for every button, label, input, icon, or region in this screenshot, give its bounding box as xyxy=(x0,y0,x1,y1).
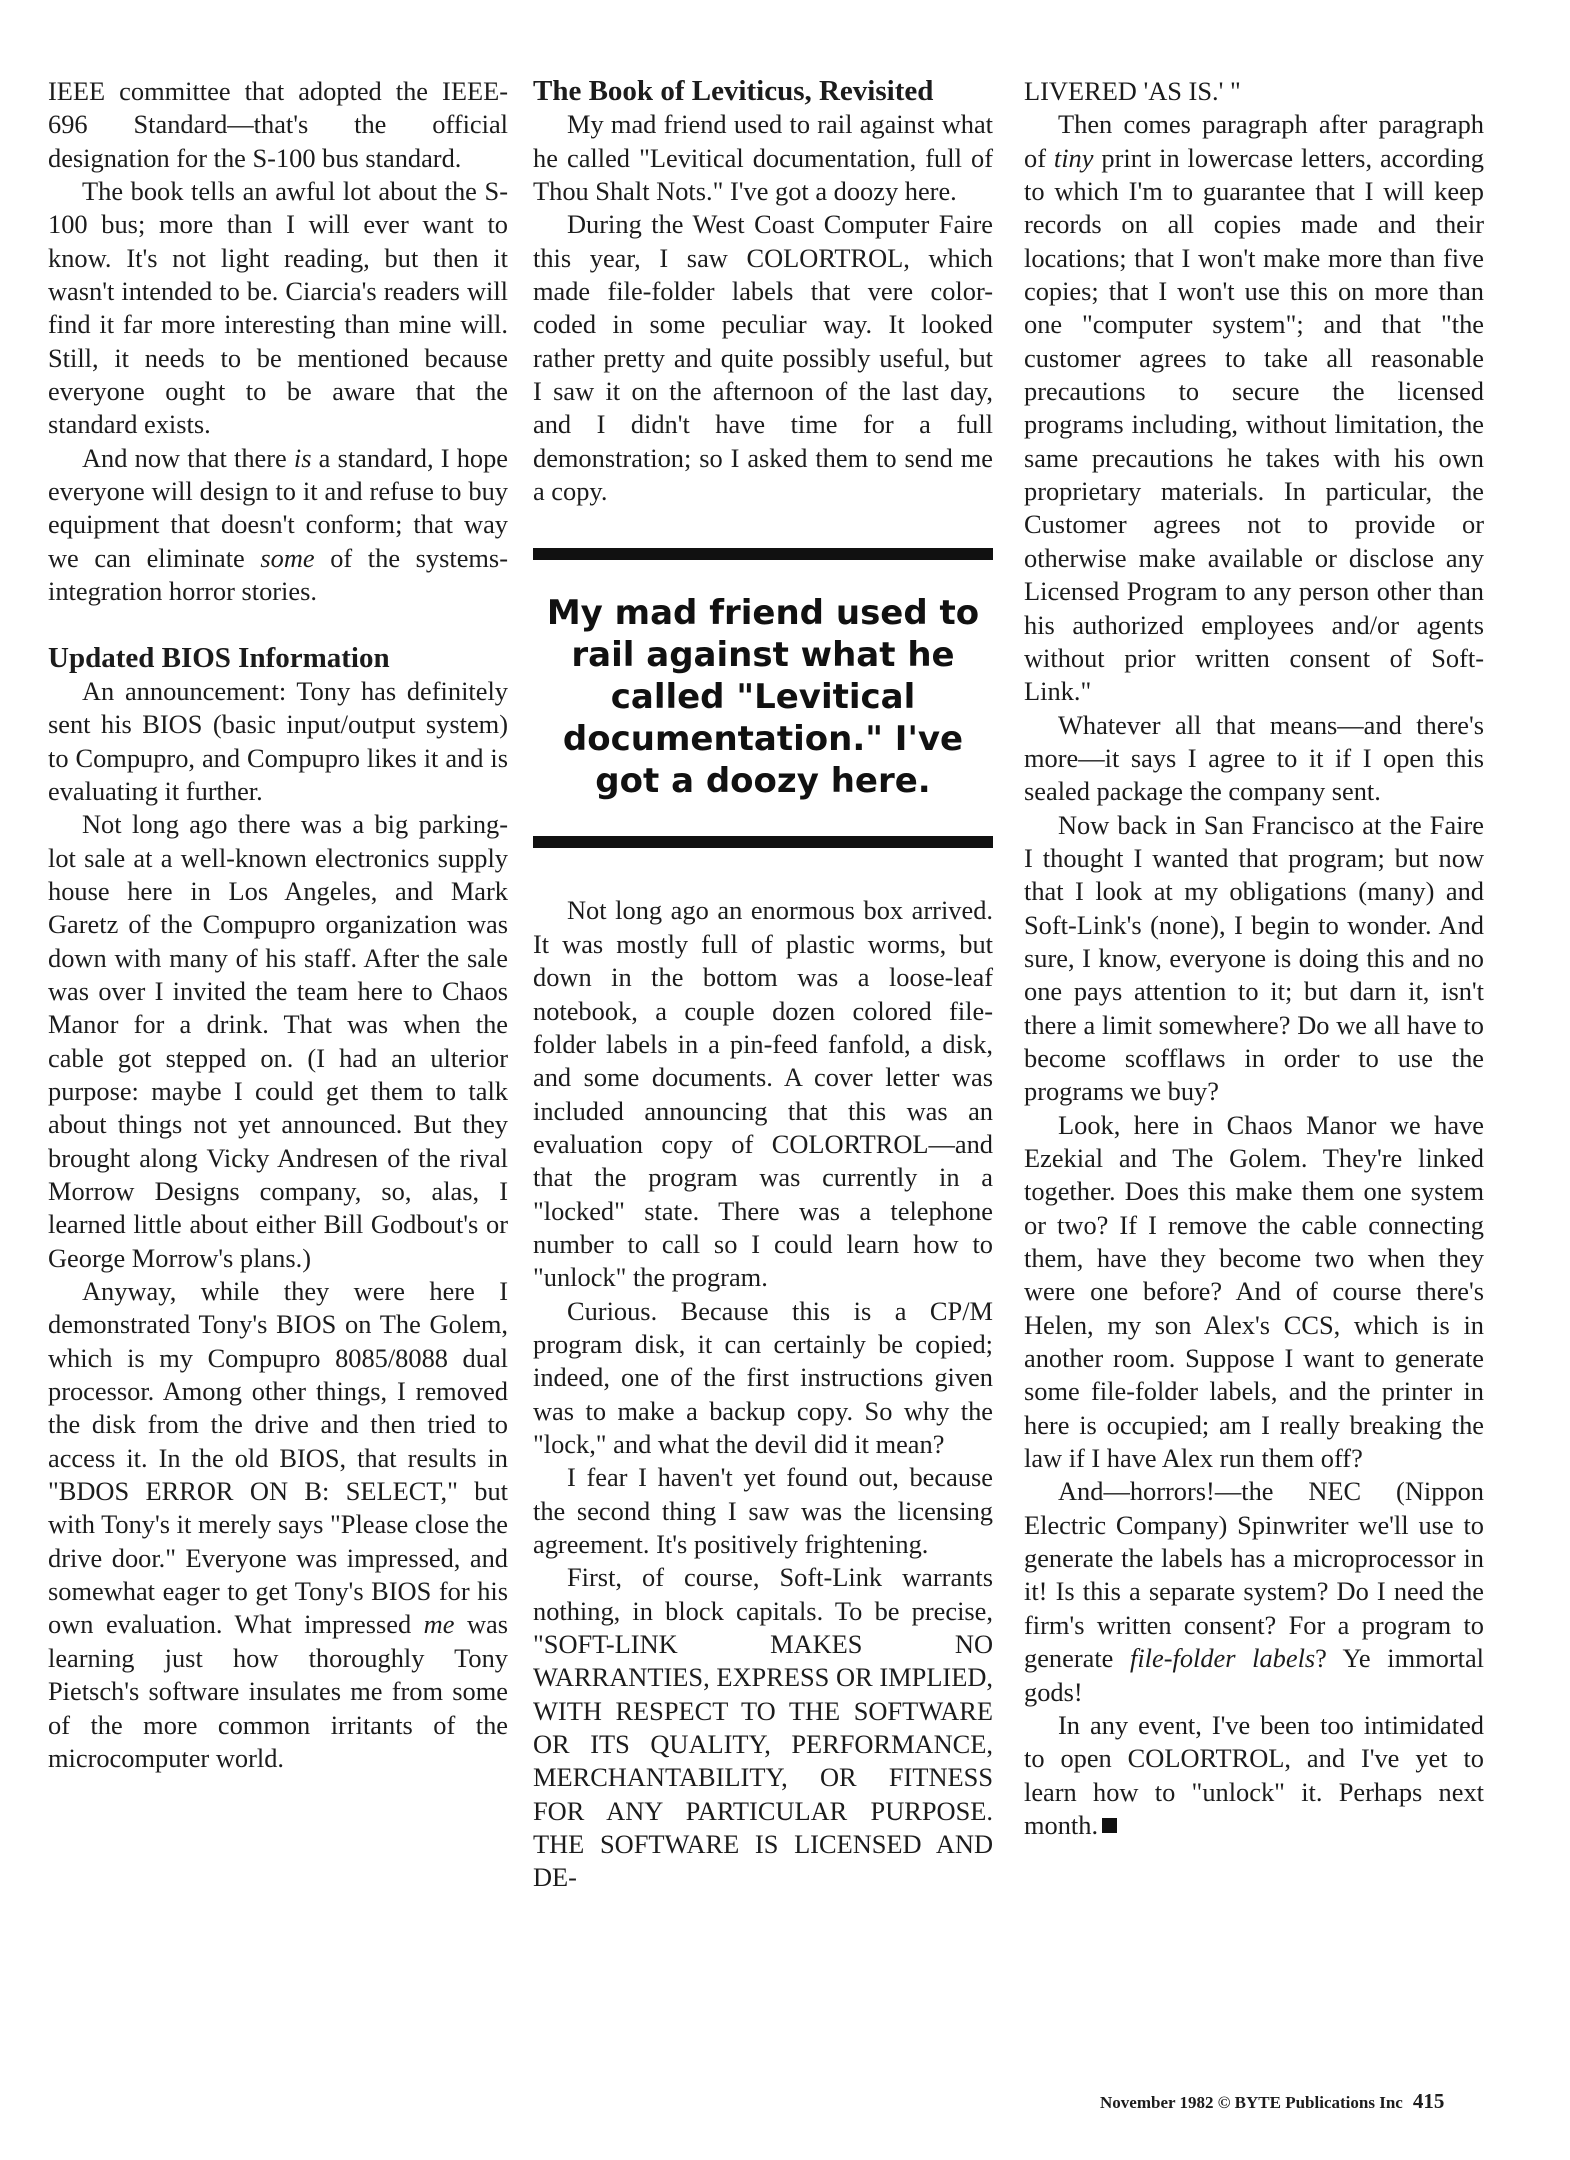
paragraph: First, of course, Soft-Link warrants nothing, in block capitals. To be precise, "SOFT-LINK MAKES NO WARRANTIES, EXPRESS OR IMPLIED, WITH RESPECT TO THE SOFTWARE OR ITS QUALITY, PERFORMANCE, MERCHANTABILITY, OR FITNESS FOR ANY PARTICULAR PURPOSE. THE SOFTWARE IS LICENSED AND DE- xyxy=(533,1562,993,1893)
paragraph: In any event, I've been too intimidated to open COLORTROL, and I've yet to learn how to "unlock" it. Perhaps next month. xyxy=(1024,1709,1484,1840)
paragraph: Curious. Because this is a CP/M program disk, it can certainly be copied; indeed, one of the first instructions given was to make a backup copy. So why the "lock," and what the devil did it mean? xyxy=(533,1295,993,1459)
section-heading: Updated BIOS Information xyxy=(48,641,390,674)
page-footer xyxy=(1100,2084,1540,2118)
paragraph: An announcement: Tony has definitely sent his BIOS (basic input/output system) to Compupro, and Compupro likes it and is evaluating it further. xyxy=(48,675,508,806)
paragraph: And—horrors!—the NEC (Nippon Electric Company) Spinwriter we'll use to generate the labels has a microprocessor in it! Is this a separate system? Do I need the firm's written consent? For a program to generate file-folder labels? Ye immortal gods! xyxy=(1024,1476,1484,1707)
paragraph: And now that there is a standard, I hope everyone will design to it and refuse to buy equipment that doesn't conform; that way we can eliminate some of the systems-integration horror stories. xyxy=(48,442,508,607)
paragraph: Then comes paragraph after paragraph of tiny print in lowercase letters, according to which I'm to guarantee that I will keep records on all copies made and their locations; that I won't make more than five copies; that I won't use this on more than one "computer system"; and that "the customer agrees to take all reasonable precautions to secure the licensed programs including, without limitation, the same precautions he takes with his own proprietary materials. In particular, the Customer agrees not to provide or otherwise make available or disclose any Licensed Program to any person other than his authorized employees and/or agents without prior written consent of Soft-Link." xyxy=(1024,109,1484,707)
paragraph: Look, here in Chaos Manor we have Ezekial and The Golem. They're linked together. Does this make them one system or two? If I remove the cable connecting them, have they become two when they were one before? And of course there's Helen, my son Alex's CCS, which is in another room. Suppose I want to generate some file-folder labels, and the printer in here is occupied; am I really breaking the law if I have Alex run them off? xyxy=(1024,1109,1484,1474)
paragraph: Now back in San Francisco at the Faire I thought I wanted that program; but now that I look at my obligations (many) and Soft-Link's (none), I begin to wonder. And sure, I know, everyone is doing this and no one pays attention to it; but darn it, isn't there a limit somewhere? Do we all have to become scofflaws in order to use the programs we buy? xyxy=(1024,809,1484,1107)
publication-credit: November 1982 © BYTE Publications Inc xyxy=(1100,2093,1403,2112)
paragraph: Not long ago there was a big parking-lot sale at a well-known electronics supply house here in Los Angeles, and Mark Garetz of the Compupro organization was down with many of his staff. After the sale was over I invited the team here to Chaos Manor for a drink. That was when the cable got stepped on. (I had an ulterior purpose: maybe I could get them to talk about things not yet announced. But they brought along Vicky Andresen of the rival Morrow Designs company, so, alas, I learned little about either Bill Godbout's or George Morrow's plans.) xyxy=(48,809,508,1273)
paragraph: IEEE committee that adopted the IEEE-696 Standard—that's the official designation for the S-100 bus standard. xyxy=(48,76,508,173)
section-heading: The Book of Leviticus, Revisited xyxy=(533,75,934,107)
paragraph: Whatever all that means—and there's more—it says I agree to it if I open this sealed package the company sent. xyxy=(1024,709,1484,807)
paragraph: Anyway, while they were here I demonstrated Tony's BIOS on The Golem, which is my Compupro 8085/8088 dual processor. Among other things, I removed the disk from the drive and then tried to access it. In the old BIOS, that results in "BDOS ERROR ON B: SELECT," but with Tony's it merely says "Please close the drive door." Everyone was impressed, and somewhat eager to get Tony's BIOS for his own evaluation. What impressed me was learning just how thoroughly Tony Pietsch's software insulates me from some of the more common irritants of the microcomputer world. xyxy=(48,1276,508,1773)
paragraph: The book tells an awful lot about the S-100 bus; more than I will ever want to know. It's not light reading, but then it wasn't intended to be. Ciarcia's readers will find it far more interesting than mine will. Still, it needs to be mentioned because everyone ought to be aware that the standard exists. xyxy=(48,176,508,440)
paragraph: My mad friend used to rail against what he called "Levitical documentation, full of Thou Shalt Nots." I've got a doozy here. xyxy=(533,109,993,207)
article-column-3 xyxy=(1024,75,1484,1842)
article-column-1 xyxy=(48,75,508,1775)
pull-quote-text: My mad friend used to rail against what he called "Levitical documentation." I've got a doozy here. xyxy=(546,593,980,802)
paragraph: LIVERED 'AS IS.' " xyxy=(1024,76,1241,106)
pull-quote xyxy=(533,548,993,848)
page-number: 415 xyxy=(1412,2089,1445,2113)
paragraph: During the West Coast Computer Faire this year, I saw COLORTROL, which made file-folder labels that vere color-coded in some peculiar way. It looked rather pretty and quite possibly useful, but I saw it on the afternoon of the last day, and I didn't have time for a full demonstration; so I asked them to send me a copy. xyxy=(533,209,993,507)
paragraph: Not long ago an enormous box arrived. It was mostly full of plastic worms, but down in the bottom was a loose-leaf notebook, a couple dozen colored file-folder labels in a pin-feed fanfold, a disk, and some documents. A cover letter was included announcing that this was an evaluation copy of COLORTROL—and that the program was currently in a "locked" state. There was a telephone number to call so I could learn how to "unlock" the program. xyxy=(533,895,993,1293)
article-column-2 xyxy=(533,75,993,1895)
paragraph: I fear I haven't yet found out, because the second thing I saw was the licensing agreement. It's positively frightening. xyxy=(533,1462,993,1559)
end-of-article-mark-icon xyxy=(1102,1818,1117,1833)
